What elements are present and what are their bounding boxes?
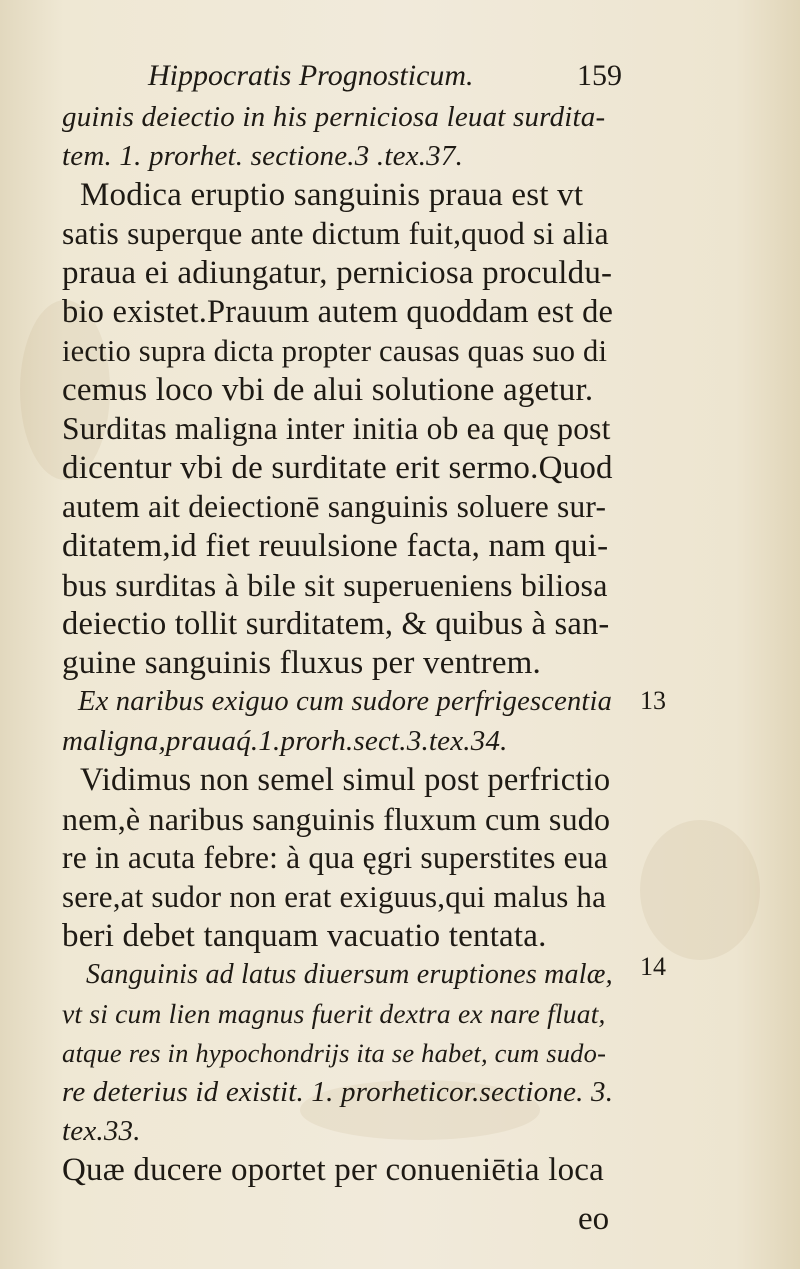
text-line: nem,è naribus sanguinis fluxum cum sudo [62,801,611,837]
text-line: Sanguinis ad latus diuersum eruptiones malæ, [86,959,613,990]
margin-number: 14 [640,952,666,981]
margin-number: 13 [640,686,666,715]
text-line: deiectio tollit surditatem, & quibus à san- [62,606,610,642]
text-line: cemus loco vbi de alui solutione agetur. [62,372,594,408]
text-line: Vidimus non semel simul post perfrictio [80,762,611,798]
text-line: iectio supra dicta propter causas quas suo di [62,334,608,368]
text-line: re in acuta febre: à qua ęgri superstites eua [62,840,608,875]
page-number: 159 [577,59,622,92]
text-line: autem ait deiectionē sanguinis soluere sur- [62,489,607,524]
page-header [62,56,622,96]
text-line: Ex naribus exiguo cum sudore perfrigescentia [78,686,613,717]
text-line: re deterius id existit. 1. prorheticor.sectione. 3. [62,1076,614,1108]
text-line: ditatem,id fiet reuulsione facta, nam qui- [62,528,609,564]
text-line: atque res in hypochondrijs ita se habet, cum sudo- [62,1038,607,1068]
text-line: beri debet tanquam vacuatio tentata. [62,918,547,954]
text-line: Quæ ducere oportet per conueniētia loca [62,1152,604,1188]
text-line: guinis deiectio in his perniciosa leuat surdita- [62,101,606,133]
text-line: guine sanguinis fluxus per ventrem. [62,645,541,681]
text-line: dicentur vbi de surditate erit sermo.Quod [62,450,613,486]
text-line: maligna,prauaq́.1.prorh.sect.3.tex.34. [62,725,508,757]
paper-stain [640,820,760,960]
text-line: tem. 1. prorhet. sectione.3 .tex.37. [62,140,464,172]
text-line: tex.33. [62,1115,141,1147]
text-line: Modica eruptio sanguinis praua est vt [80,177,584,213]
catchword: eo [578,1201,610,1237]
text-line: Surditas maligna inter initia ob ea quę post [62,411,611,446]
running-title: Hippocratis Prognosticum. [148,59,474,92]
text-line: satis superque ante dictum fuit,quod si alia [62,216,609,251]
text-line: bio existet.Prauum autem quoddam est de [62,294,614,330]
text-line: vt si cum lien magnus fuerit dextra ex nare fluat, [62,998,606,1029]
text-line: praua ei adiungatur, perniciosa proculdu- [62,255,613,291]
text-line: sere,at sudor non erat exiguus,qui malus ha [62,879,607,914]
text-line: bus surditas à bile sit superueniens biliosa [62,567,608,603]
